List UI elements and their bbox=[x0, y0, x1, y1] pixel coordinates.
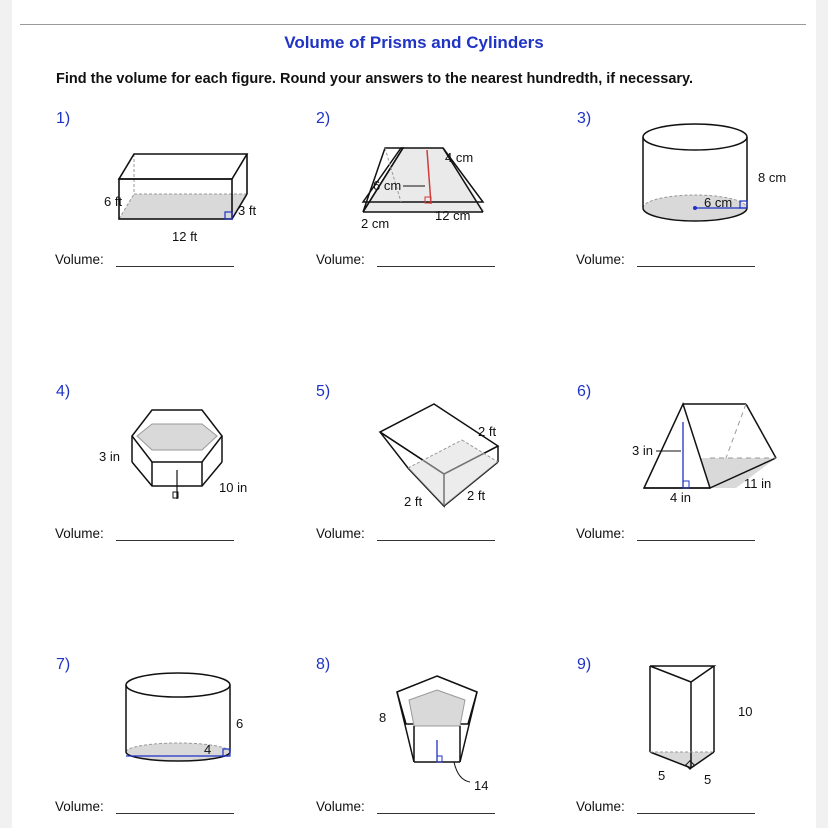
cube-figure bbox=[370, 398, 520, 513]
rectangular-prism-figure bbox=[90, 140, 280, 250]
page-edge-left bbox=[0, 0, 12, 828]
dimension-label: 2 ft bbox=[478, 424, 497, 439]
dimension-label: 6 cm bbox=[373, 178, 402, 193]
pentagonal-prism-figure bbox=[370, 670, 520, 795]
dimension-label: 14 bbox=[474, 778, 489, 793]
instructions: Find the volume for each figure. Round your answers to the nearest hundredth, if necessary. bbox=[56, 71, 694, 87]
problem-number: 6) bbox=[577, 383, 592, 400]
dimension-label: 6 ft bbox=[104, 194, 123, 209]
answer-line[interactable] bbox=[116, 812, 234, 814]
answer-field[interactable] bbox=[55, 526, 234, 541]
dimension-label: 2 ft bbox=[467, 488, 486, 503]
answer-field[interactable] bbox=[316, 252, 495, 267]
dimension-label: 3 in bbox=[632, 443, 653, 458]
answer-line[interactable] bbox=[637, 539, 755, 541]
problem-number: 2) bbox=[316, 110, 331, 127]
volume-label: Volume: bbox=[55, 526, 104, 541]
dimension-label: 6 cm bbox=[704, 195, 733, 210]
dimension-label: 2 ft bbox=[404, 494, 423, 509]
answer-line[interactable] bbox=[377, 265, 495, 267]
volume-label: Volume: bbox=[576, 252, 625, 267]
dimension-label: 2 cm bbox=[361, 216, 390, 231]
volume-label: Volume: bbox=[316, 252, 365, 267]
dimension-label: 12 cm bbox=[435, 208, 471, 223]
dimension-label: 8 cm bbox=[758, 170, 787, 185]
answer-field[interactable] bbox=[576, 526, 755, 541]
tall-triangular-prism-figure bbox=[628, 660, 798, 790]
problem-number: 8) bbox=[316, 656, 331, 673]
dimension-label: 4 cm bbox=[445, 150, 474, 165]
dimension-label: 10 bbox=[738, 704, 753, 719]
volume-label: Volume: bbox=[316, 799, 365, 814]
problem-number: 9) bbox=[577, 656, 592, 673]
worksheet-title: Volume of Prisms and Cylinders bbox=[284, 33, 544, 52]
cylinder-figure bbox=[640, 120, 800, 235]
answer-line[interactable] bbox=[116, 539, 234, 541]
volume-label: Volume: bbox=[576, 526, 625, 541]
answer-line[interactable] bbox=[377, 539, 495, 541]
dimension-label: 5 bbox=[658, 768, 666, 783]
dimension-label: 12 ft bbox=[172, 229, 198, 244]
triangular-prism-figure bbox=[628, 398, 798, 508]
answer-field[interactable] bbox=[576, 799, 755, 814]
problem-number: 4) bbox=[56, 383, 71, 400]
volume-label: Volume: bbox=[576, 799, 625, 814]
problem-number: 1) bbox=[56, 110, 71, 127]
answer-field[interactable] bbox=[55, 252, 234, 267]
dimension-label: 6 bbox=[236, 716, 244, 731]
dimension-label: 3 in bbox=[99, 449, 120, 464]
dimension-label: 4 in bbox=[670, 490, 691, 505]
page-edge-right bbox=[816, 0, 828, 828]
answer-field[interactable] bbox=[316, 526, 495, 541]
dimension-label: 8 bbox=[379, 710, 387, 725]
cylinder-figure bbox=[120, 670, 270, 770]
dimension-label: 11 in bbox=[744, 476, 772, 491]
volume-label: Volume: bbox=[316, 526, 365, 541]
header-rule bbox=[20, 24, 806, 25]
dimension-label: 4 bbox=[204, 742, 212, 757]
answer-field[interactable] bbox=[576, 252, 755, 267]
answer-field[interactable] bbox=[316, 799, 495, 814]
problem-number: 7) bbox=[56, 656, 71, 673]
answer-line[interactable] bbox=[116, 265, 234, 267]
answer-field[interactable] bbox=[55, 799, 234, 814]
dimension-label: 10 in bbox=[219, 480, 248, 495]
hexagonal-prism-figure bbox=[95, 400, 265, 510]
trapezoidal-prism-figure bbox=[355, 138, 505, 238]
volume-label: Volume: bbox=[55, 799, 104, 814]
volume-label: Volume: bbox=[55, 252, 104, 267]
problem-number: 3) bbox=[577, 110, 592, 127]
problem-number: 5) bbox=[316, 383, 331, 400]
dimension-label: 5 bbox=[704, 772, 712, 787]
answer-line[interactable] bbox=[637, 812, 755, 814]
dimension-label: 3 ft bbox=[238, 203, 257, 218]
answer-line[interactable] bbox=[637, 265, 755, 267]
answer-line[interactable] bbox=[377, 812, 495, 814]
